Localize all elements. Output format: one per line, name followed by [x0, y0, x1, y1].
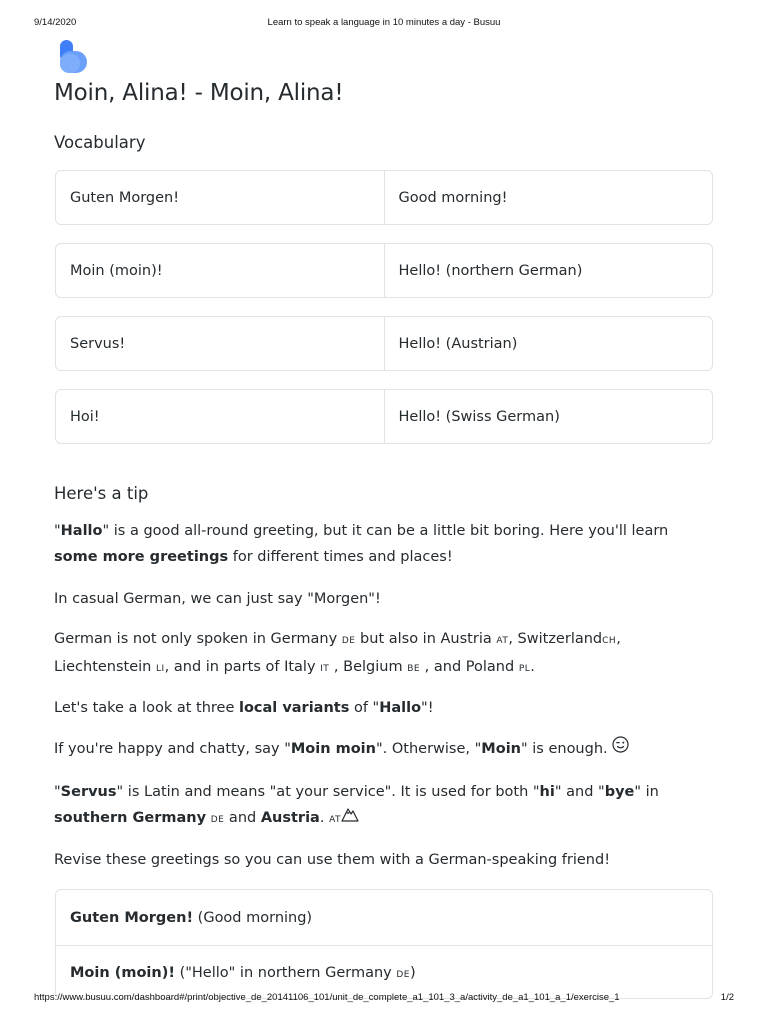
tip-paragraph-3: German is not only spoken in Germany DE but also in Austria AT, SwitzerlandCH, Liechtenstein LI, and in parts of Italy IT , Belgium BE , and Poland PL. — [54, 631, 621, 675]
country-code: DE — [341, 636, 356, 646]
vocab-english: Good morning! — [398, 189, 508, 206]
tip-paragraph-4: Let's take a look at three local variants of "Hallo"! — [54, 700, 434, 716]
country-code: IT — [320, 664, 330, 674]
print-header — [0, 17, 768, 31]
page-number: 1/2 — [720, 992, 734, 1003]
winking-face-icon — [612, 736, 629, 762]
country-code: DE — [210, 815, 225, 825]
tip-paragraph-7: Revise these greetings so you can use them with a German-speaking friend! — [54, 852, 611, 868]
country-code: CH — [602, 636, 617, 646]
print-page-title: Learn to speak a language in 10 minutes a day - Busuu — [267, 17, 501, 28]
revise-item: Moin (moin)! ("Hello" in northern Germany DE) — [56, 945, 712, 999]
country-code: DE — [396, 970, 410, 980]
vocab-row — [55, 389, 713, 444]
tip-paragraph-6: "Servus" is Latin and means "at your service". It is used for both "hi" and "bye" in southern Germany DE and Austria. AT — [54, 779, 714, 833]
print-footer — [0, 992, 768, 1006]
busuu-logo-icon — [60, 40, 90, 74]
vocab-row — [55, 243, 713, 298]
vocab-english: Hello! (Swiss German) — [398, 408, 560, 425]
mountain-icon — [341, 805, 359, 831]
vocab-row — [55, 316, 713, 371]
vocabulary-heading: Vocabulary — [54, 133, 146, 152]
page-title: Moin, Alina! - Moin, Alina! — [54, 80, 344, 106]
country-code: LI — [155, 664, 165, 674]
tip-heading: Here's a tip — [54, 484, 149, 503]
vocab-german: Hoi! — [56, 390, 385, 443]
country-code: AT — [329, 815, 342, 825]
vocab-english: Hello! (Austrian) — [398, 335, 518, 352]
country-code: PL — [518, 664, 531, 674]
print-url: https://www.busuu.com/dashboard#/print/objective_de_20141106_101/unit_de_complete_a1_101_3_a/activity_de_a1_101_a_1/exercise_1 — [34, 992, 620, 1003]
vocab-german: Guten Morgen! — [56, 171, 385, 224]
revise-item: Guten Morgen! (Good morning) — [70, 909, 313, 926]
country-code: BE — [407, 664, 421, 674]
tip-paragraph-1: "Hallo" is a good all-round greeting, but it can be a little bit boring. Here you'll learn some more greetings for different times and places! — [54, 523, 669, 565]
tip-paragraph-2: In casual German, we can just say "Morgen"! — [54, 591, 381, 607]
vocab-german: Servus! — [56, 317, 385, 370]
vocab-row — [55, 170, 713, 225]
revise-list — [55, 889, 713, 999]
country-code: AT — [496, 636, 509, 646]
print-date: 9/14/2020 — [34, 17, 77, 28]
vocab-english: Hello! (northern German) — [398, 262, 583, 279]
tip-paragraph-5: If you're happy and chatty, say "Moin moin". Otherwise, "Moin" is enough. — [54, 736, 714, 762]
vocab-german: Moin (moin)! — [56, 244, 385, 297]
